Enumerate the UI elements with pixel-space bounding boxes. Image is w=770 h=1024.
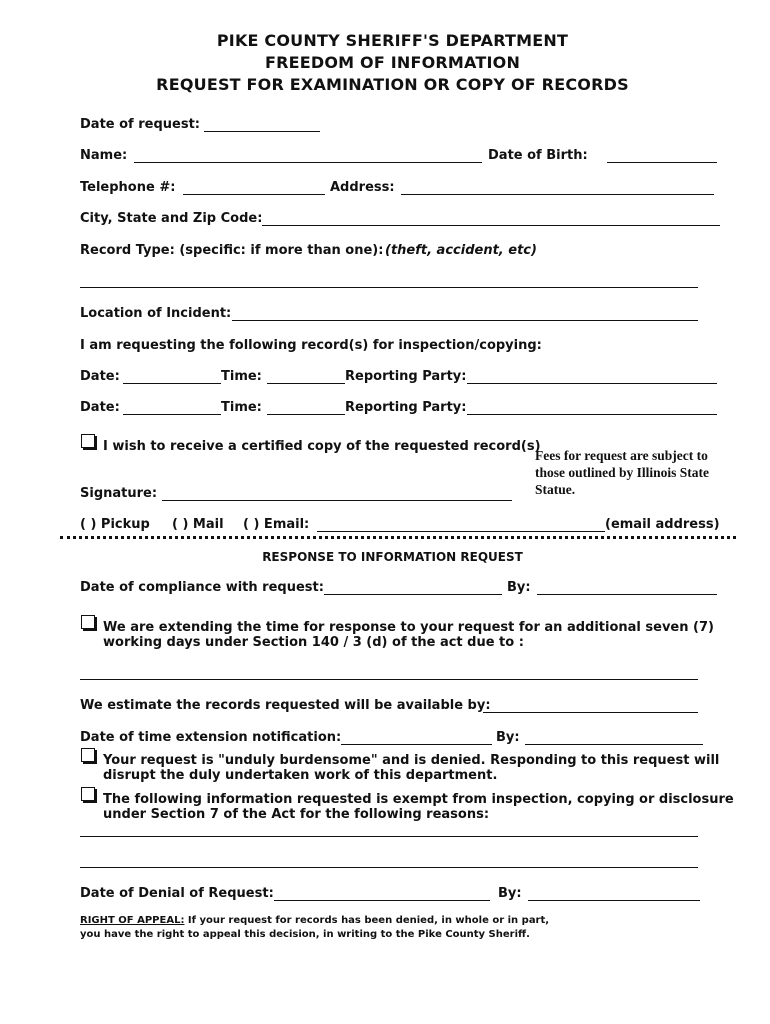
extension-notification-label: Date of time extension notification:	[80, 730, 342, 745]
fees-note: Fees for request are subject to those outlined by Illinois State Statue.	[535, 448, 710, 497]
appeal-label: RIGHT OF APPEAL:	[80, 915, 185, 926]
city-state-zip-label: City, State and Zip Code:	[80, 211, 263, 226]
estimate-line[interactable]	[483, 712, 698, 713]
certified-copy-checkbox[interactable]	[81, 434, 95, 448]
location-label: Location of Incident:	[80, 306, 232, 321]
denial-date-label: Date of Denial of Request:	[80, 886, 274, 901]
record-type-label: Record Type: (specific: if more than one):	[80, 243, 384, 258]
exempt-text-line2: under Section 7 of the Act for the following reasons:	[103, 807, 490, 822]
name-label: Name:	[80, 148, 128, 163]
appeal-text-part1: If your request for records has been denied, in whole or in part,	[184, 915, 550, 926]
estimate-label: We estimate the records requested will be available by:	[80, 698, 491, 713]
telephone-line[interactable]	[183, 194, 325, 195]
form-title-line2: FREEDOM OF INFORMATION	[264, 53, 521, 72]
record-type-line[interactable]	[80, 287, 698, 288]
burdensome-text-line1: Your request is "unduly burdensome" and is denied. Responding to this request will	[103, 753, 720, 768]
extension-by-line[interactable]	[525, 744, 703, 745]
compliance-by-label: By:	[507, 580, 531, 595]
certified-copy-label: I wish to receive a certified copy of the requested record(s)	[103, 439, 541, 454]
name-line[interactable]	[134, 162, 482, 163]
exempt-reason-line-1[interactable]	[80, 836, 698, 837]
extending-text-line2: working days under Section 140 / 3 (d) of the act due to :	[103, 635, 524, 650]
record-type-example: (theft, accident, etc)	[385, 243, 537, 258]
extending-reason-line[interactable]	[80, 679, 698, 680]
reporting-party-label-2: Reporting Party:	[345, 400, 467, 415]
request-date-label-1: Date:	[80, 369, 120, 384]
signature-line[interactable]	[162, 500, 512, 501]
request-time-label-2: Time:	[221, 400, 262, 415]
denial-date-line[interactable]	[274, 900, 490, 901]
date-of-request-line[interactable]	[204, 131, 320, 132]
extending-text-line1: We are extending the time for response to your request for an additional seven (7)	[103, 620, 714, 635]
date-of-birth-label: Date of Birth:	[488, 148, 588, 163]
date-of-birth-line[interactable]	[607, 162, 717, 163]
appeal-text-line2: you have the right to appeal this decision, in writing to the Pike County Sheriff.	[80, 929, 530, 940]
mail-option[interactable]: ( ) Mail	[172, 517, 224, 532]
reporting-party-line-1[interactable]	[467, 383, 717, 384]
extension-by-label: By:	[496, 730, 520, 745]
request-date-line-1[interactable]	[123, 383, 221, 384]
request-time-line-2[interactable]	[267, 414, 345, 415]
denial-by-line[interactable]	[528, 900, 700, 901]
request-date-line-2[interactable]	[123, 414, 221, 415]
request-time-label-1: Time:	[221, 369, 262, 384]
address-line[interactable]	[401, 194, 714, 195]
appeal-text-line1	[80, 915, 549, 926]
reporting-party-line-2[interactable]	[467, 414, 717, 415]
compliance-by-line[interactable]	[537, 594, 717, 595]
extending-checkbox[interactable]	[81, 615, 95, 629]
date-of-request-label: Date of request:	[80, 117, 200, 132]
address-label: Address:	[330, 180, 395, 195]
burdensome-text-line2: disrupt the duly undertaken work of this department.	[103, 768, 498, 783]
request-time-line-1[interactable]	[267, 383, 345, 384]
burdensome-checkbox[interactable]	[81, 748, 95, 762]
form-title-line1: PIKE COUNTY SHERIFF'S DEPARTMENT	[216, 31, 569, 50]
compliance-date-label: Date of compliance with request:	[80, 580, 324, 595]
exempt-text-line1: The following information requested is exempt from inspection, copying or disclosure	[103, 792, 734, 807]
form-title-line3: REQUEST FOR EXAMINATION OR COPY OF RECORDS	[156, 75, 629, 94]
reporting-party-label-1: Reporting Party:	[345, 369, 467, 384]
request-date-label-2: Date:	[80, 400, 120, 415]
email-option[interactable]: ( ) Email:	[243, 517, 310, 532]
response-heading: RESPONSE TO INFORMATION REQUEST	[262, 550, 523, 564]
compliance-date-line[interactable]	[324, 594, 502, 595]
requesting-label: I am requesting the following record(s) for inspection/copying:	[80, 338, 542, 353]
location-line[interactable]	[232, 320, 698, 321]
section-divider	[60, 536, 736, 539]
signature-label: Signature:	[80, 486, 158, 501]
city-state-zip-line[interactable]	[262, 225, 720, 226]
extension-notification-line[interactable]	[341, 744, 492, 745]
email-line[interactable]	[317, 531, 605, 532]
denial-by-label: By:	[498, 886, 522, 901]
email-address-hint: (email address)	[605, 517, 720, 532]
telephone-label: Telephone #:	[80, 180, 176, 195]
exempt-checkbox[interactable]	[81, 787, 95, 801]
pickup-option[interactable]: ( ) Pickup	[80, 517, 150, 532]
exempt-reason-line-2[interactable]	[80, 867, 698, 868]
